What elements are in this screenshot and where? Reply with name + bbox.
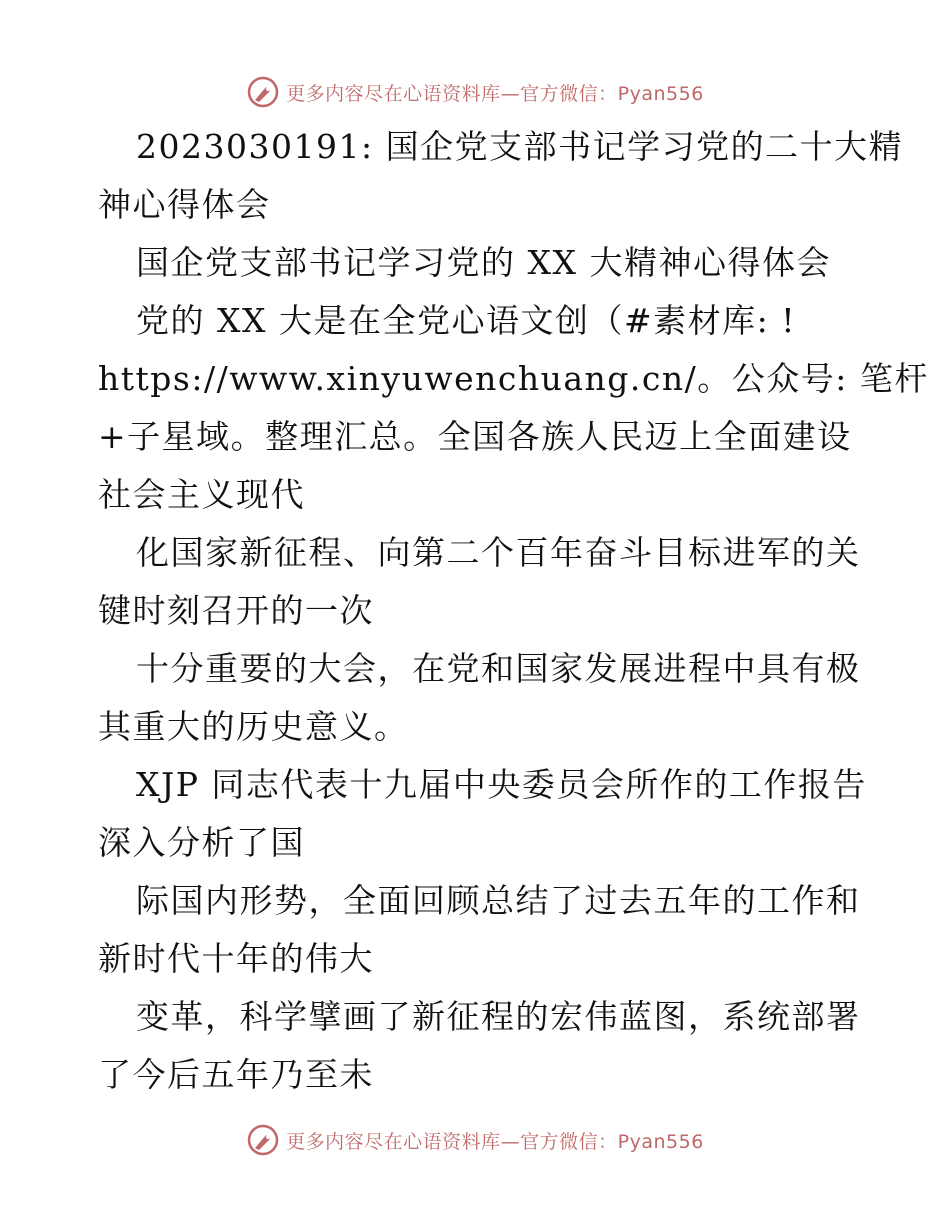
text-line: +子星域。整理汇总。全国各族人民迈上全面建设 <box>98 417 852 456</box>
text-line: 化国家新征程、向第二个百年奋斗目标进军的关 <box>136 533 861 572</box>
text-line: 神心得体会 <box>98 185 271 224</box>
text-line: 键时刻召开的一次 <box>98 591 374 630</box>
text-line: 十分重要的大会，在党和国家发展进程中具有极 <box>136 649 861 688</box>
watermark-text: 更多内容尽在心语资料库—官方微信：Pyan556 <box>286 1130 704 1153</box>
text-line: https://www.xinyuwenchuang.cn/。公众号: 笔杆 <box>98 359 929 398</box>
text-line: 新时代十年的伟大 <box>98 939 374 978</box>
watermark-text: 更多内容尽在心语资料库—官方微信：Pyan556 <box>286 82 704 105</box>
text-line: 了今后五年乃至未 <box>98 1055 374 1094</box>
text-line: 深入分析了国 <box>98 823 305 862</box>
document-body <box>98 118 929 1104</box>
text-line: 2023030191: 国企党支部书记学习党的二十大精 <box>136 127 904 166</box>
text-line: XJP 同志代表十九届中央委员会所作的工作报告 <box>136 765 867 804</box>
text-line: 其重大的历史意义。 <box>98 707 409 746</box>
footer-watermark <box>0 1120 950 1160</box>
text-line: 变革，科学擘画了新征程的宏伟蓝图，系统部署 <box>136 997 861 1036</box>
pen-nib-logo-icon <box>246 75 280 109</box>
text-line: 党的 XX 大是在全党心语文创（#素材库: ! <box>136 301 796 340</box>
text-line: 社会主义现代 <box>98 475 305 514</box>
text-line: 际国内形势，全面回顾总结了过去五年的工作和 <box>136 881 861 920</box>
text-line: 国企党支部书记学习党的 XX 大精神心得体会 <box>136 243 831 282</box>
header-watermark <box>0 72 950 112</box>
pen-nib-logo-icon <box>246 1123 280 1157</box>
